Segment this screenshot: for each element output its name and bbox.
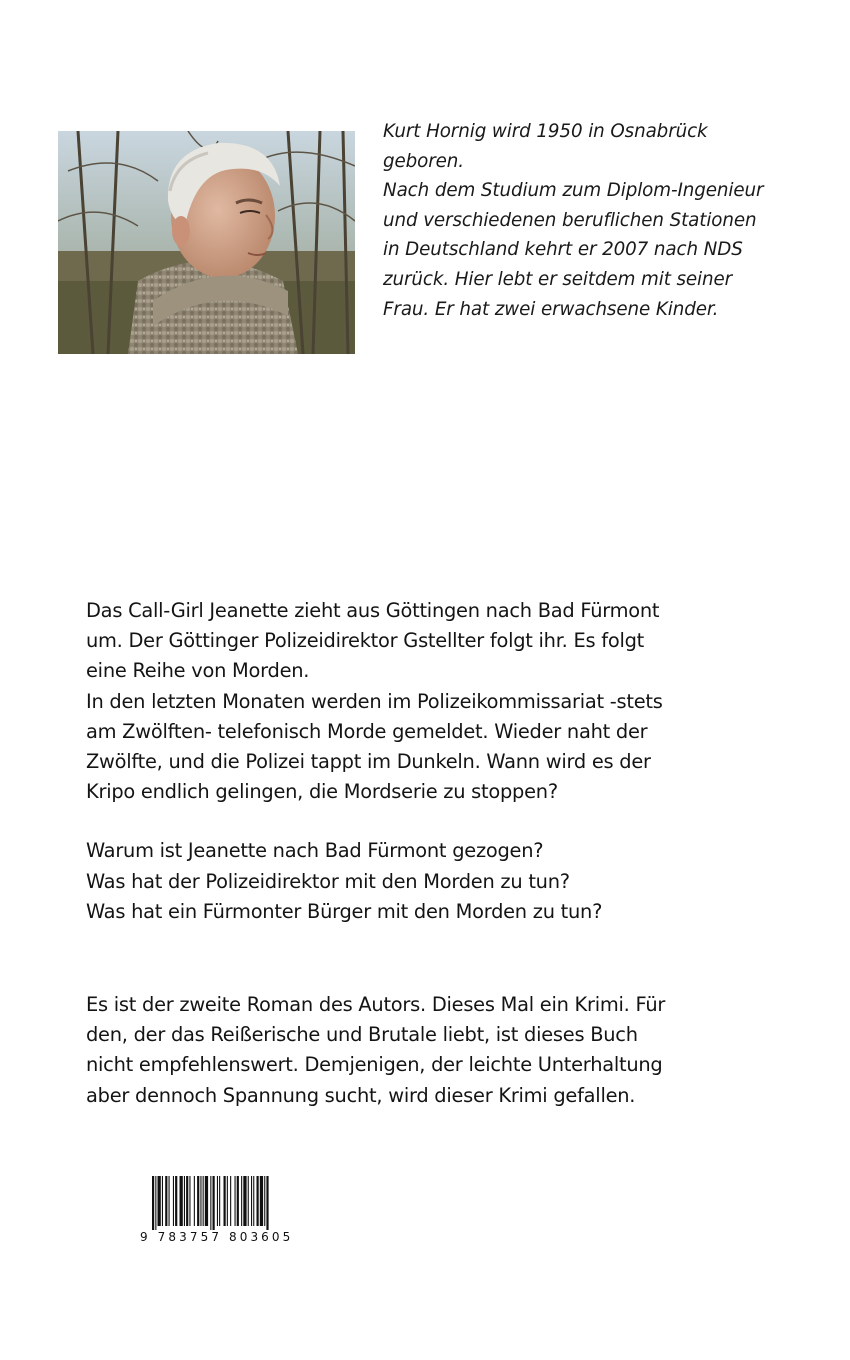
portrait-photo-icon — [58, 131, 355, 354]
bio-line: geboren. — [383, 150, 465, 172]
author-photo — [58, 131, 355, 354]
barcode-bar — [251, 1176, 252, 1226]
author-bio — [383, 117, 823, 324]
barcode-bar — [241, 1176, 242, 1226]
barcode-bar — [197, 1176, 199, 1226]
barcode-bar — [213, 1176, 215, 1230]
barcode-bar — [257, 1176, 259, 1226]
blurb-line: Zwölfte, und die Polizei tappt im Dunkeln. Wann wird es der — [86, 750, 651, 774]
barcode-bar — [175, 1176, 177, 1226]
closing-line: nicht empfehlenswert. Demjenigen, der leichte Unterhaltung — [86, 1053, 663, 1077]
blurb-line: Kripo endlich gelingen, die Mordserie zu stoppen? — [86, 780, 558, 804]
bio-line: in Deutschland kehrt er 2007 nach NDS — [383, 239, 743, 261]
barcode-bar — [260, 1176, 263, 1226]
barcode-bar — [230, 1176, 231, 1226]
blurb-line: um. Der Göttinger Polizeidirektor Gstellter folgt ihr. Es folgt — [86, 629, 644, 653]
barcode-bar — [205, 1176, 208, 1226]
barcode-bar — [162, 1176, 163, 1226]
barcode-bar — [266, 1176, 268, 1230]
blurb-line: In den letzten Monaten werden im Polizeikommissariat -stets — [86, 689, 663, 713]
barcode-bar — [217, 1176, 218, 1226]
closing-line: den, der das Reißerische und Brutale liebt, ist dieses Buch — [86, 1023, 638, 1047]
barcode-bar — [184, 1176, 185, 1226]
barcode-bar — [203, 1176, 204, 1226]
barcode-bar — [235, 1176, 236, 1226]
paragraph-gap — [86, 807, 806, 836]
barcode-bar — [210, 1176, 211, 1230]
bio-line: zurück. Hier lebt er seitdem mit seiner — [383, 268, 733, 290]
barcode-bar — [189, 1176, 190, 1226]
closing-line: Es ist der zweite Roman des Autors. Dieses Mal ein Krimi. Für — [86, 993, 666, 1017]
barcode-bar — [169, 1176, 170, 1226]
bio-line: Nach dem Studium zum Diplom-Ingenieur — [383, 180, 764, 202]
barcode-bar — [158, 1176, 161, 1226]
bio-line: Frau. Er hat zwei erwachsene Kinder. — [383, 298, 719, 320]
paragraph-gap — [86, 927, 806, 990]
bio-line: Kurt Hornig wird 1950 in Osnabrück — [383, 121, 708, 142]
barcode-bar — [155, 1176, 156, 1230]
blurb-line: eine Reihe von Morden. — [86, 659, 310, 683]
barcode-bar — [243, 1176, 246, 1226]
barcode-icon — [138, 1176, 328, 1230]
barcode-bar — [224, 1176, 226, 1226]
blurb-line: Das Call-Girl Jeanette zieht aus Göttingen nach Bad Fürmont — [86, 599, 660, 622]
question-line: Warum ist Jeanette nach Bad Fürmont gezogen? — [86, 839, 544, 863]
book-blurb — [86, 596, 806, 1111]
barcode-bar — [200, 1176, 201, 1226]
bio-line: und verschiedenen beruflichen Stationen — [383, 209, 757, 231]
barcode-bar — [152, 1176, 154, 1230]
isbn-digits: 9 783757 803605 — [140, 1230, 294, 1244]
barcode-bar — [186, 1176, 188, 1226]
barcode-bar — [165, 1176, 167, 1226]
barcode-bar — [173, 1176, 174, 1226]
barcode-bar — [237, 1176, 239, 1226]
closing-line: aber dennoch Spannung sucht, wird dieser Krimi gefallen. — [86, 1083, 636, 1107]
barcode-bar — [227, 1176, 228, 1226]
barcode-bar — [219, 1176, 220, 1226]
barcode-bar — [264, 1176, 265, 1226]
question-line: Was hat ein Fürmonter Bürger mit den Morden zu tun? — [86, 899, 603, 923]
blurb-line: am Zwölften- telefonisch Morde gemeldet. Wieder naht der — [86, 719, 648, 743]
barcode-bar — [248, 1176, 249, 1226]
barcode-bar — [180, 1176, 183, 1226]
question-line: Was hat der Polizeidirektor mit den Morden zu tun? — [86, 869, 570, 893]
barcode-bar — [253, 1176, 254, 1226]
barcode-bar — [194, 1176, 195, 1226]
